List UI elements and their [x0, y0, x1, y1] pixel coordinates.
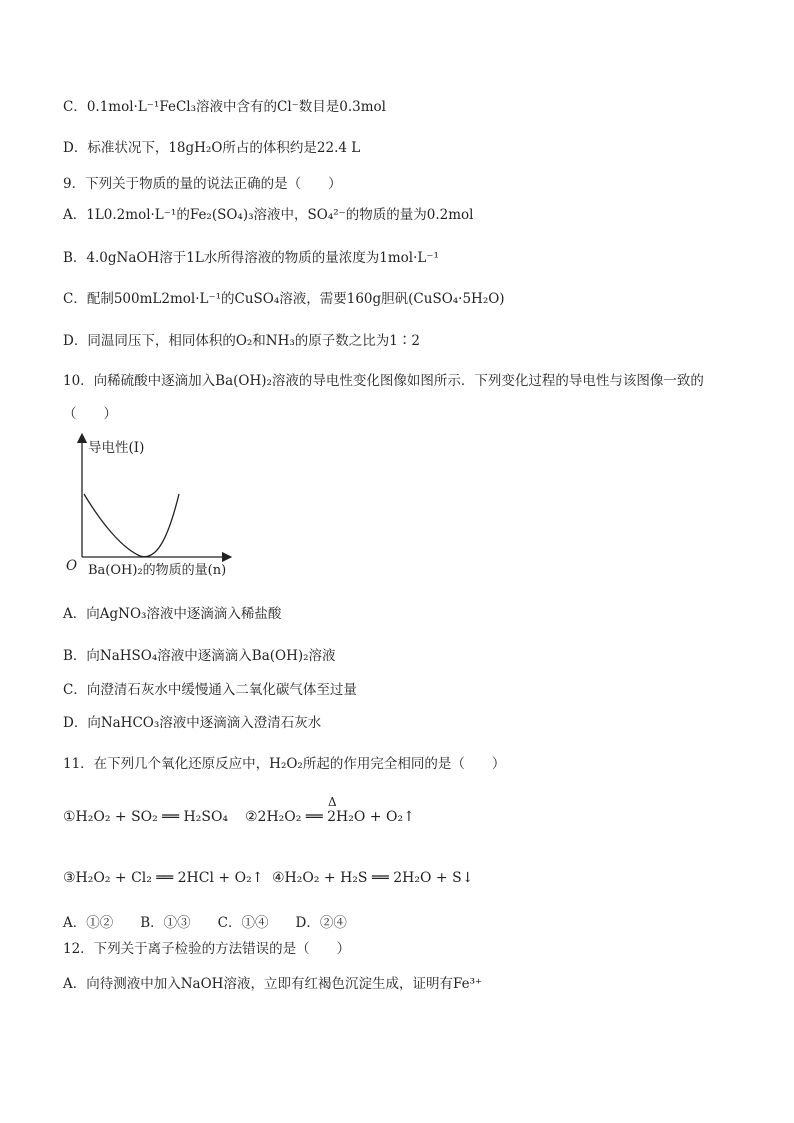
q11-equation-4: ④H₂O₂ + H₂S ══ 2H₂O + S↓ [272, 870, 474, 886]
q9-option-b: B．4.0gNaOH溶于1L水所得溶液的物质的量浓度为1mol·L⁻¹ [63, 250, 439, 266]
q12-option-a: A．向待测液中加入NaOH溶液，立即有红褐色沉淀生成，证明有Fe³⁺ [63, 976, 483, 992]
q12-stem: 12．下列关于离子检验的方法错误的是（ ） [63, 941, 351, 957]
q10-stem-cont: （ ） [63, 406, 117, 422]
q9-option-c: C．配制500mL2mol·L⁻¹的CuSO₄溶液，需要160g胆矾(CuSO₄·5H₂O) [63, 291, 505, 307]
q10-option-d: D．向NaHCO₃溶液中逐滴滴入澄清石灰水 [63, 715, 322, 731]
q11-equation-3: ③H₂O₂ + Cl₂ ══ 2HCl + O₂↑ [63, 870, 264, 886]
q11-equation-1: ①H₂O₂ + SO₂ ══ H₂SO₄ [63, 809, 229, 825]
q10-stem: 10．向稀硫酸中逐滴加入Ba(OH)₂溶液的导电性变化图像如图所示．下列变化过程的导电性与该图像一致的 [63, 373, 704, 389]
origin-label: O [66, 558, 78, 574]
q10-option-b: B．向NaHSO₄溶液中逐滴滴入Ba(OH)₂溶液 [63, 648, 336, 664]
q11-equation-2-condition: Δ [328, 795, 337, 809]
q10-option-c: C．向澄清石灰水中缓慢通入二氧化碳气体至过量 [63, 682, 357, 698]
q11-equation-2: ②2H₂O₂ ══ 2H₂O + O₂↑ [245, 809, 415, 825]
q11-options: A．①② B．①③ C．①④ D．②④ [63, 915, 347, 931]
conductivity-curve [84, 494, 179, 557]
q8-option-d: D．标准状况下，18gH₂O所占的体积约是22.4 L [63, 140, 361, 156]
q10-option-a: A．向AgNO₃溶液中逐滴滴入稀盐酸 [63, 606, 282, 622]
q9-option-d: D．同温同压下，相同体积的O₂和NH₃的原子数之比为1∶2 [63, 333, 420, 349]
x-axis-label: Ba(OH)₂的物质的量(n) [88, 563, 227, 578]
q11-stem: 11．在下列几个氧化还原反应中，H₂O₂所起的作用完全相同的是（ ） [63, 756, 506, 772]
conductivity-graph [62, 432, 262, 582]
q9-option-a: A．1L0.2mol·L⁻¹的Fe₂(SO₄)₃溶液中，SO₄²⁻的物质的量为0.2mol [63, 207, 474, 223]
y-axis-label: 导电性(I) [88, 440, 145, 456]
q9-stem: 9．下列关于物质的量的说法正确的是（ ） [63, 176, 342, 192]
q8-option-c: C．0.1mol·L⁻¹FeCl₃溶液中含有的Cl⁻数目是0.3mol [63, 99, 387, 115]
